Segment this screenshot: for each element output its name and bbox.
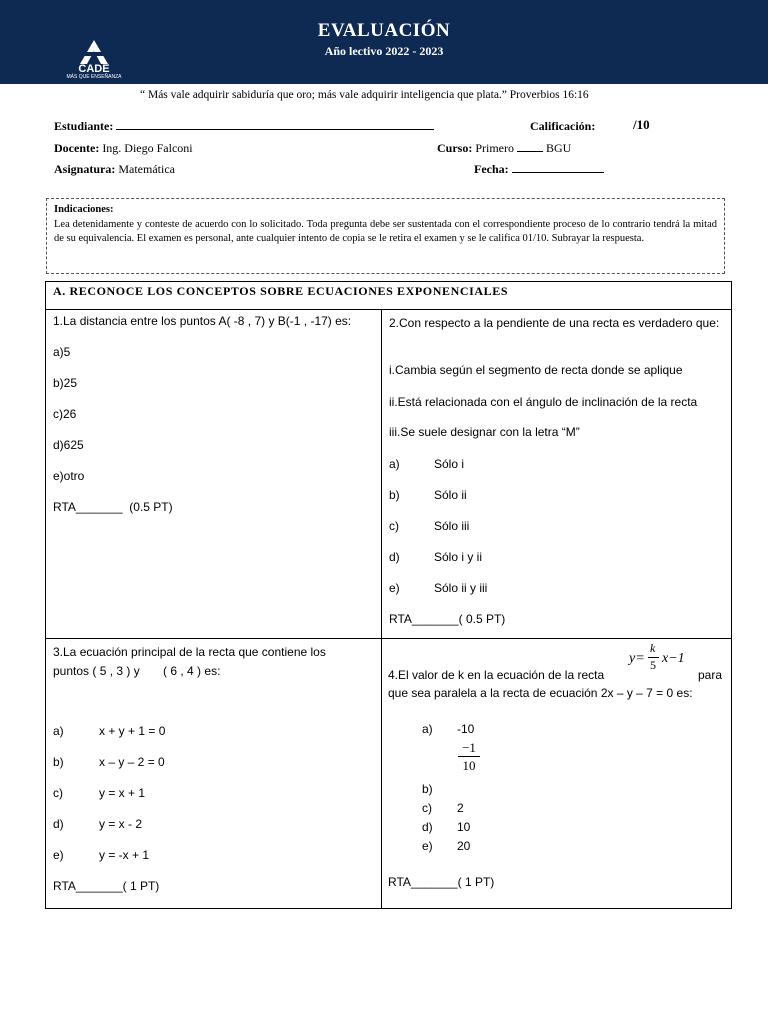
instructions-text: Lea detenidamente y conteste de acuerdo con lo solicitado. Toda pregunta debe ser sustentada con el correspondiente proceso de lo contrario tendrá la mitad de su equivalencia. El examen es personal, ante cualquier intento de copia se le retira el examen y se le califica 01/10. Subrayar la respuesta.: [54, 218, 717, 244]
q3-option-e-letter[interactable]: e): [53, 848, 64, 862]
instructions-box: [46, 198, 725, 274]
question-1-prompt: 1.La distancia entre los puntos A( -8 , 7) y B(-1 , -17) es:: [53, 314, 352, 328]
exam-title: EVALUACIÓN: [317, 20, 451, 41]
student-label: Estudiante:: [54, 119, 114, 133]
q4-option-d-letter[interactable]: d): [422, 820, 433, 834]
q2-option-c-text[interactable]: Sólo iii: [434, 519, 470, 533]
date-blank[interactable]: [512, 162, 604, 173]
subject-field: [54, 162, 175, 177]
q4-line-equation: [629, 642, 699, 678]
q3-option-a-letter[interactable]: a): [53, 724, 64, 738]
q1-option-e[interactable]: e)otro: [53, 469, 85, 483]
school-year: Año lectivo 2022 - 2023: [324, 44, 444, 58]
q3-option-b-letter[interactable]: b): [53, 755, 64, 769]
q3-prompt-line1: 3.La ecuación principal de la recta que contiene los: [53, 645, 326, 659]
column-divider: [381, 310, 382, 908]
question-2-prompt: 2.Con respecto a la pendiente de una recta es verdadero que:: [389, 316, 720, 330]
question-3-prompt: [53, 643, 375, 681]
q2-answer-line[interactable]: RTA_______( 0.5 PT): [389, 612, 506, 626]
student-name-blank[interactable]: [116, 119, 434, 130]
grade-label: Calificación:: [530, 119, 596, 133]
q4-eq-denominator: 5: [650, 658, 656, 672]
instructions-heading: Indicaciones:: [54, 204, 114, 215]
q2-option-e-text[interactable]: Sólo ii y iii: [434, 581, 488, 595]
q2-statement-ii: ii.Está relacionada con el ángulo de inclinación de la recta: [389, 395, 698, 409]
q4-option-d-text[interactable]: 10: [457, 820, 471, 834]
q3-option-e-text[interactable]: y = -x + 1: [99, 848, 150, 862]
date-field: [474, 162, 604, 177]
q4-option-b-letter[interactable]: b): [422, 782, 433, 796]
course-program: BGU: [546, 141, 572, 155]
q1-answer-line[interactable]: RTA_______ (0.5 PT): [53, 500, 173, 514]
teacher-label: Docente:: [54, 141, 100, 155]
q1-option-d[interactable]: d)625: [53, 438, 84, 452]
q4-option-c-letter[interactable]: c): [422, 801, 432, 815]
q3-option-b-text[interactable]: x – y – 2 = 0: [99, 755, 165, 769]
q4-option-a-letter[interactable]: a): [422, 722, 433, 736]
q4-answer-line[interactable]: RTA_______( 1 PT): [388, 875, 495, 889]
course-level: Primero: [475, 141, 515, 155]
q2-option-b-text[interactable]: Sólo ii: [434, 488, 467, 502]
subject-name: Matemática: [118, 162, 175, 176]
q2-option-c-letter[interactable]: c): [389, 519, 399, 533]
grade-value: /10: [633, 117, 650, 132]
q2-option-d-text[interactable]: Sólo i y ii: [434, 550, 483, 564]
proverb-quote: “ Más vale adquirir sabiduría que oro; más vale adquirir inteligencia que plata.” Proverbios 16:16: [140, 89, 589, 101]
q2-option-a-text[interactable]: Sólo i: [434, 457, 465, 471]
course-field: [437, 141, 571, 156]
q2-option-b-letter[interactable]: b): [389, 488, 400, 502]
teacher-name: Ing. Diego Falconi: [102, 141, 193, 155]
course-label: Curso:: [437, 141, 473, 155]
exam-table: [45, 281, 732, 909]
q4-frac-numerator: −1: [462, 740, 476, 755]
q1-option-b[interactable]: b)25: [53, 376, 78, 390]
q3-answer-line[interactable]: RTA_______( 1 PT): [53, 879, 160, 893]
q4-frac-bar: [458, 756, 480, 757]
q3-option-d-text[interactable]: y = x - 2: [99, 817, 143, 831]
q4-option-e-letter[interactable]: e): [422, 839, 433, 853]
date-label: Fecha:: [474, 162, 509, 176]
q3-option-a-text[interactable]: x + y + 1 = 0: [99, 724, 166, 738]
subject-label: Asignatura:: [54, 162, 116, 176]
q3-option-c-letter[interactable]: c): [53, 786, 63, 800]
q3-prompt-line2: puntos ( 5 , 3 ) y ( 6 , 4 ) es:: [53, 664, 221, 678]
logo-name: CADE: [78, 63, 110, 75]
student-field: [54, 119, 434, 134]
grade-field: [530, 119, 595, 134]
q3-option-c-text[interactable]: y = x + 1: [99, 786, 146, 800]
row-divider: [46, 638, 731, 639]
header-banner: [0, 0, 768, 84]
q1-option-a[interactable]: a)5: [53, 345, 71, 359]
q4-prompt-line2: que sea paralela a la recta de ecuación 2x – y – 7 = 0 es:: [388, 686, 693, 700]
q4-prompt-part2: para: [698, 668, 723, 682]
q4-eq-rhs: x−1: [662, 651, 685, 666]
teacher-field: [54, 141, 193, 156]
q1-option-c[interactable]: c)26: [53, 407, 77, 421]
q4-option-c-text[interactable]: 2: [457, 801, 464, 815]
q4-option-a-text[interactable]: -10: [457, 722, 475, 736]
q3-option-d-letter[interactable]: d): [53, 817, 64, 831]
section-title: A. RECONOCE LOS CONCEPTOS SOBRE ECUACIONES EXPONENCIALES: [46, 282, 731, 310]
course-parallel-blank[interactable]: [517, 141, 543, 152]
q2-option-a-letter[interactable]: a): [389, 457, 400, 471]
q2-option-d-letter[interactable]: d): [389, 550, 400, 564]
q4-option-b-fraction[interactable]: [458, 740, 480, 773]
q2-statement-iii: iii.Se suele designar con la letra “M”: [389, 425, 580, 439]
logo-tagline: MÁS QUE ENSEÑANZA: [66, 74, 122, 80]
q4-option-e-text[interactable]: 20: [457, 839, 471, 853]
q4-eq-lhs: y=: [629, 651, 645, 666]
q4-frac-denominator: 10: [462, 758, 476, 773]
q2-option-e-letter[interactable]: e): [389, 581, 400, 595]
q4-prompt-part1: 4.El valor de k en la ecuación de la recta: [388, 668, 605, 682]
q2-statement-i: i.Cambia según el segmento de recta donde se aplique: [389, 363, 683, 377]
q4-eq-numerator: k: [650, 641, 656, 655]
